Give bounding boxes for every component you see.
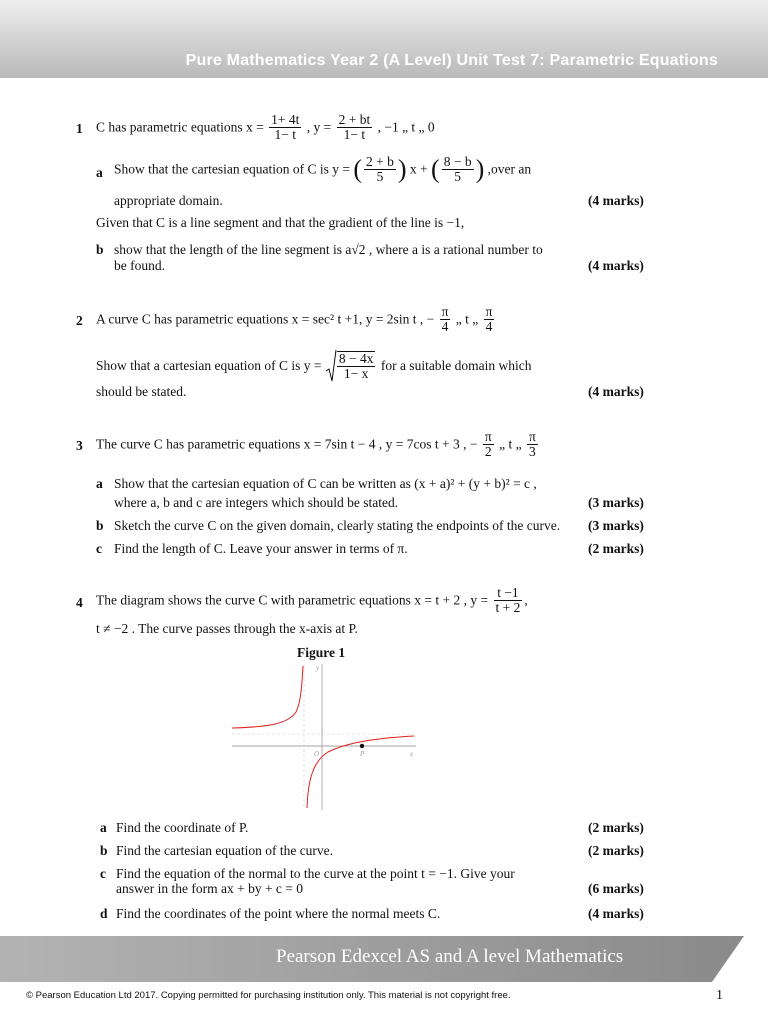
figure-title: Figure 1 — [297, 645, 346, 660]
copyright-notice: © Pearson Education Ltd 2017. Copying permitted for purchasing institution only. This material is not copyright free. — [26, 990, 511, 1001]
page-number: 1 — [716, 988, 723, 1003]
stem-text: Show that a cartesian equation of C is y = — [96, 358, 322, 373]
fraction — [440, 305, 451, 334]
marks: (2 marks) — [588, 843, 644, 858]
part-text: show that the length of the line segment is a√2 , where a is a rational number to — [114, 242, 543, 257]
stem-text: , — [524, 592, 528, 608]
part-label: b — [96, 242, 104, 257]
fraction — [364, 155, 396, 184]
question-1-stem — [96, 113, 435, 142]
part-text-continued: be found. — [114, 258, 165, 273]
numerator: 8 − 4x — [338, 351, 374, 366]
stem-text: The curve C has parametric equations x = 7sin t − 4 , y = 7cos t + 3 , − — [96, 436, 478, 452]
numerator: π — [528, 429, 536, 444]
stem-text: „ t „ — [455, 311, 482, 327]
question-2-stem — [96, 305, 496, 334]
stem-text: for a suitable domain which — [380, 358, 532, 373]
numerator: π — [485, 304, 493, 319]
axis-label-y: y — [316, 664, 320, 672]
denominator: 5 — [454, 169, 462, 184]
question-4-stem — [96, 586, 528, 615]
stem-text: A curve C has parametric equations x = sec² t +1, y = 2sin t , − — [96, 311, 435, 327]
footer-brand: Pearson Edexcel AS and A level Mathematics — [276, 946, 624, 967]
marks: (4 marks) — [588, 384, 644, 399]
part-text: Find the cartesian equation of the curve. — [116, 843, 334, 858]
stem-text: „ t „ — [499, 436, 525, 452]
numerator: π — [441, 304, 449, 319]
numerator: t −1 — [494, 586, 523, 601]
marks: (4 marks) — [588, 258, 644, 273]
paren-open: ( — [353, 154, 362, 184]
point-p-label: P — [360, 750, 365, 758]
marks: (2 marks) — [588, 541, 644, 556]
part-label: c — [100, 866, 106, 881]
denominator: 5 — [376, 169, 384, 184]
marks: (4 marks) — [588, 193, 644, 208]
denominator: 4 — [485, 319, 493, 334]
denominator: 2 — [484, 444, 492, 459]
denominator: 3 — [528, 444, 536, 459]
fraction — [484, 305, 495, 334]
denominator: 1− t — [274, 127, 296, 142]
question-2-statement — [96, 349, 532, 383]
fraction — [483, 430, 494, 459]
denominator: 4 — [441, 319, 449, 334]
fraction — [269, 113, 301, 142]
axis-label-x: x — [410, 750, 414, 758]
marks: (3 marks) — [588, 518, 644, 533]
part-text-continued: appropriate domain. — [114, 193, 223, 208]
numerator: 1+ 4t — [271, 112, 300, 127]
numerator: 8 − b — [443, 154, 472, 169]
denominator: 1− x — [343, 366, 369, 381]
marks: (3 marks) — [588, 495, 644, 510]
numerator: 2 + b — [366, 154, 394, 169]
part-text: Find the length of C. Leave your answer in terms of π. — [114, 541, 408, 556]
paren-close: ) — [475, 154, 485, 184]
page-title: Pure Mathematics Year 2 (A Level) Unit Test 7: Parametric Equations — [185, 52, 718, 69]
part-label: a — [96, 476, 103, 491]
part-text-continued: where a, b and c are integers which should be stated. — [114, 495, 399, 510]
marks: (6 marks) — [588, 881, 644, 896]
marks: (2 marks) — [588, 820, 644, 835]
radical-sign-icon — [325, 349, 337, 383]
numerator: π — [484, 429, 492, 444]
figure-1-graph — [228, 662, 420, 812]
origin-label: O — [314, 750, 320, 758]
part-label: c — [96, 541, 102, 556]
part-label: d — [100, 906, 108, 921]
question-3-stem — [96, 430, 540, 459]
part-text: x + — [409, 161, 428, 177]
part-label: a — [100, 820, 107, 835]
part-label: b — [100, 843, 108, 858]
part-text: Find the coordinates of the point where the normal meets C. — [116, 906, 441, 921]
denominator: 1− t — [343, 127, 366, 142]
numerator: 2 + bt — [338, 112, 371, 127]
question-number: 4 — [76, 595, 83, 610]
given-text: Given that C is a line segment and that the gradient of the line is −1, — [96, 215, 465, 230]
square-root — [325, 349, 378, 383]
question-number: 3 — [76, 438, 83, 453]
stem-text: , −1 „ t „ 0 — [377, 119, 435, 135]
part-text: Find the equation of the normal to the curve at the point t = −1. Give your — [116, 866, 515, 881]
stem-text-continued: t ≠ −2 . The curve passes through the x-axis at P. — [96, 621, 358, 636]
part-text: Sketch the curve C on the given domain, clearly stating the endpoints of the curve. — [114, 518, 561, 533]
stem-text: C has parametric equations x = — [96, 119, 264, 135]
part-text: ,over an — [487, 161, 532, 177]
point-p-marker — [360, 744, 364, 748]
question-number: 1 — [76, 121, 83, 136]
paren-open: ( — [431, 154, 440, 184]
denominator: t + 2 — [495, 600, 521, 615]
part-label: a — [96, 165, 103, 180]
stem-text: , y = — [306, 119, 332, 135]
stem-text-continued: should be stated. — [96, 384, 187, 399]
fraction — [442, 155, 474, 184]
part-text: Find the coordinate of P. — [116, 820, 249, 835]
fraction — [494, 586, 523, 615]
curve-left-branch — [232, 666, 303, 728]
fraction — [337, 113, 373, 142]
question-1a-text — [114, 155, 531, 184]
stem-text: The diagram shows the curve C with parametric equations x = t + 2 , y = — [96, 592, 489, 608]
part-text: Show that the cartesian equation of C can be written as (x + a)² + (y + b)² = c , — [114, 476, 537, 491]
fraction — [527, 430, 538, 459]
question-number: 2 — [76, 313, 83, 328]
paren-close: ) — [397, 154, 407, 184]
part-label: b — [96, 518, 104, 533]
part-text-continued: answer in the form ax + by + c = 0 — [116, 881, 304, 896]
part-text: Show that the cartesian equation of C is y = — [114, 161, 350, 177]
marks: (4 marks) — [588, 906, 644, 921]
